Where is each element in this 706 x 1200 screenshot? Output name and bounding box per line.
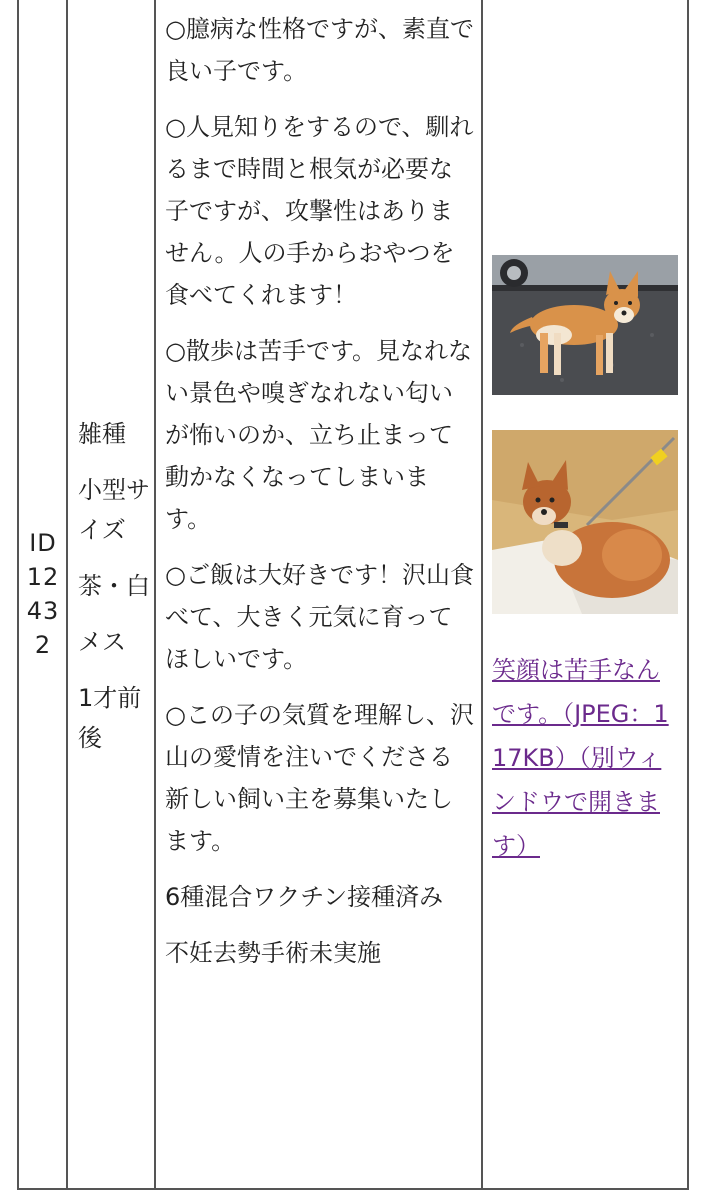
photo-link[interactable]: 笑顔は苦手なんです。（JPEG：117KB）（別ウィンドウで開きます） [492, 656, 669, 860]
description-cell [157, 8, 475, 988]
description-paragraph: 不妊去勢手術未実施 [165, 939, 381, 967]
table-border [154, 0, 156, 1190]
coat-color: 茶・白 [78, 572, 150, 600]
description-paragraph: ○ご飯は大好きです！沢山食べて、大きく元気に育ってほしいです。 [165, 561, 474, 673]
age: 1才前後 [78, 684, 142, 752]
sex: メス [78, 628, 126, 656]
table-border [18, 1188, 689, 1190]
dog-photo-standing [492, 255, 678, 395]
description-paragraph: ○臆病な性格ですが、素直で良い子です。 [165, 15, 474, 85]
table-border [66, 0, 68, 1190]
description-paragraph: ○この子の気質を理解し、沢山の愛情を注いでくださる新しい飼い主を募集いたします。 [165, 701, 474, 855]
id-cell [20, 0, 66, 1188]
dog-photo-standing-image [492, 255, 678, 395]
breed: 雑種 [78, 420, 126, 448]
table-border [687, 0, 689, 1190]
table-border [481, 0, 483, 1190]
photo-cell [484, 0, 684, 1188]
dog-photo-in-box [492, 430, 678, 614]
animal-id: ID 12432 [26, 529, 60, 659]
size: 小型サイズ [78, 476, 150, 544]
description-paragraph: ○散歩は苦手です。見なれない景色や嗅ぎなれない匂いが怖いのか、立ち止まって動かなくなってしまいます。 [165, 337, 473, 533]
description-paragraph: 6種混合ワクチン接種済み [165, 883, 444, 911]
dog-photo-in-box-image [492, 430, 678, 614]
info-cell [70, 0, 154, 1188]
description-paragraph: ○人見知りをするので、馴れるまで時間と根気が必要な子ですが、攻撃性はありません。人の手からおやつを食べてくれます！ [165, 113, 474, 309]
table-border [17, 0, 19, 1190]
